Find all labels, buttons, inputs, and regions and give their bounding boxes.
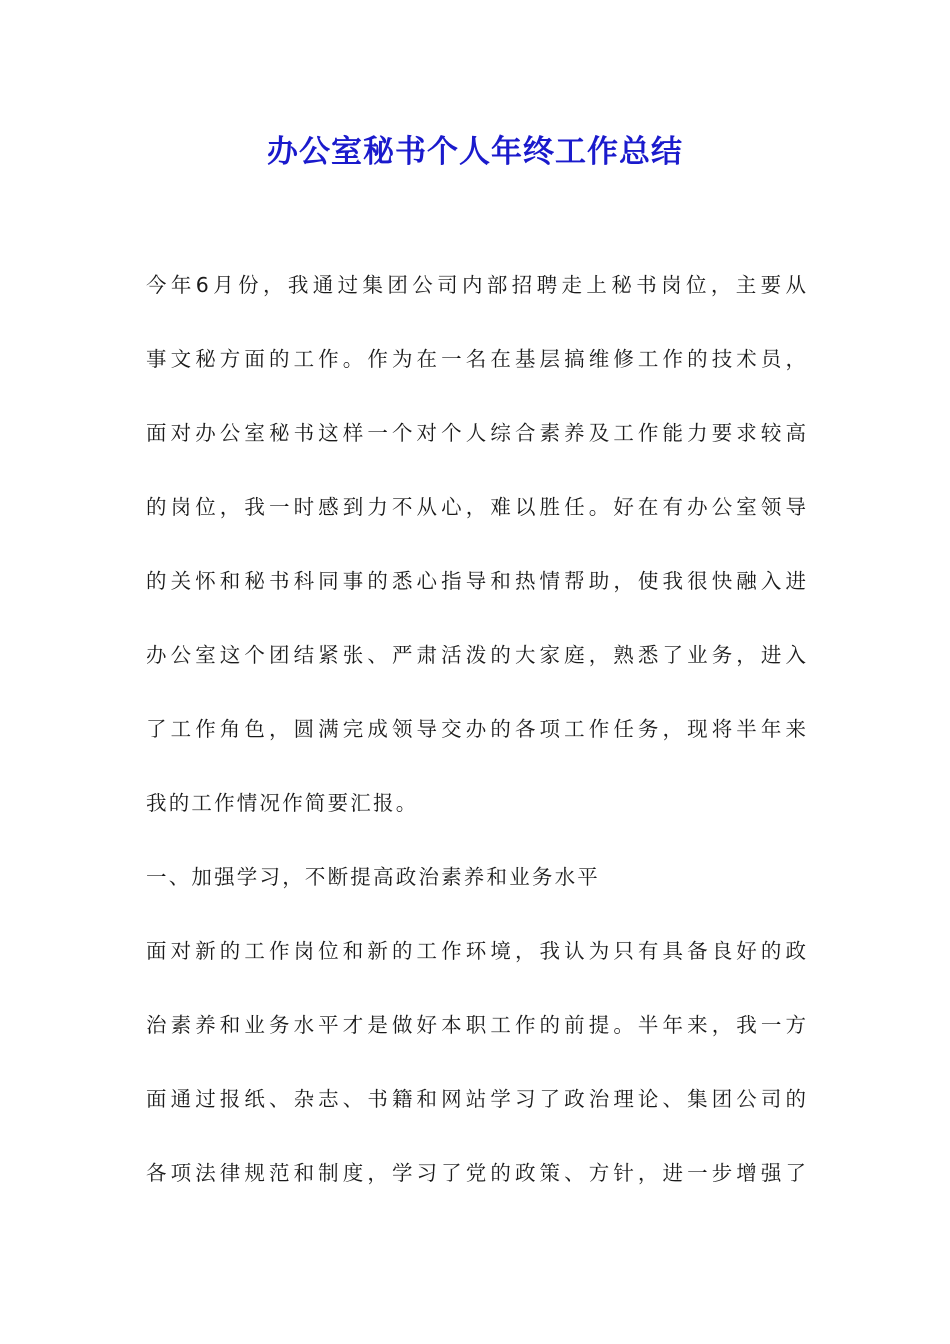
document-title: 办公室秘书个人年终工作总结 (267, 134, 683, 170)
body-line: 面对办公室秘书这样一个对个人综合素养及工作能力要求较高 (146, 421, 806, 445)
body-line: 的岗位，我一时感到力不从心，难以胜任。好在有办公室领导 (146, 495, 806, 519)
body-line: 治素养和业务水平才是做好本职工作的前提。半年来，我一方 (146, 1013, 806, 1037)
body-line: 今年6月份，我通过集团公司内部招聘走上秘书岗位，主要从 (146, 273, 806, 297)
body-line: 事文秘方面的工作。作为在一名在基层搞维修工作的技术员， (146, 347, 806, 371)
body-line: 面对新的工作岗位和新的工作环境，我认为只有具备良好的政 (146, 939, 806, 963)
body-line: 的关怀和秘书科同事的悉心指导和热情帮助，使我很快融入进 (146, 569, 806, 593)
document-body (146, 258, 806, 1220)
section-heading: 一、加强学习，不断提高政治素养和业务水平 (146, 865, 600, 889)
body-line: 了工作角色，圆满完成领导交办的各项工作任务，现将半年来 (146, 717, 806, 741)
body-line: 面通过报纸、杂志、书籍和网站学习了政治理论、集团公司的 (146, 1087, 806, 1111)
body-line: 我的工作情况作简要汇报。 (146, 791, 419, 815)
body-line: 各项法律规范和制度，学习了党的政策、方针，进一步增强了 (146, 1161, 806, 1185)
body-line: 办公室这个团结紧张、严肃活泼的大家庭，熟悉了业务，进入 (146, 643, 806, 667)
